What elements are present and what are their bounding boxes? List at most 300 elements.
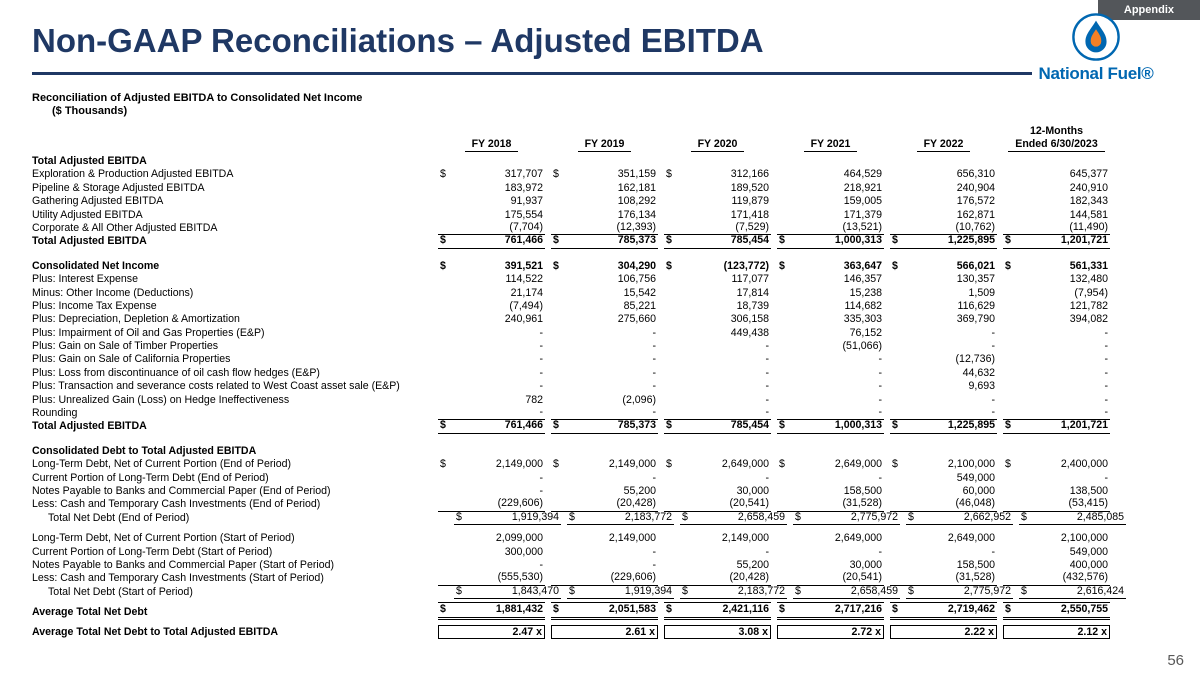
cell-value: 2,550,755 xyxy=(1060,603,1108,616)
value-cell xyxy=(890,273,997,286)
value-cell xyxy=(890,287,997,300)
cell-value: 785,454 xyxy=(730,419,769,432)
value-cell xyxy=(438,485,545,498)
cell-value: (7,954) xyxy=(1074,286,1108,299)
value-cell xyxy=(551,497,658,511)
row-label: Plus: Loss from discontinuance of oil cash flow hedges (E&P) xyxy=(32,366,320,379)
row-label: Average Total Net Debt to Total Adjusted EBITDA xyxy=(32,626,279,639)
cell-value: 175,554 xyxy=(504,208,543,221)
value-cell xyxy=(777,485,884,498)
value-cell xyxy=(777,209,884,222)
cell-value: - xyxy=(878,545,882,558)
value-cell xyxy=(680,585,787,599)
dollar-sign: $ xyxy=(440,603,446,616)
dollar-sign: $ xyxy=(553,168,559,181)
value-cell xyxy=(1003,195,1110,208)
dollar-sign: $ xyxy=(666,259,672,272)
cell-value: 240,961 xyxy=(504,313,543,326)
value-cell xyxy=(777,273,884,286)
cell-value: 15,542 xyxy=(623,286,656,299)
value-cell xyxy=(551,546,658,559)
dollar-sign: $ xyxy=(1021,510,1027,523)
cell-value: - xyxy=(1104,406,1108,419)
cell-value: - xyxy=(539,366,543,379)
appendix-badge: Appendix xyxy=(1098,0,1200,20)
table-row xyxy=(32,407,1126,420)
cell-value: 2.12 x xyxy=(1077,625,1107,638)
row-label: Current Portion of Long-Term Debt (End of Period) xyxy=(32,471,269,484)
value-cell xyxy=(890,625,997,639)
dollar-sign: $ xyxy=(1005,419,1011,432)
value-cell xyxy=(438,353,545,366)
cell-value: 76,152 xyxy=(849,326,882,339)
dollar-sign: $ xyxy=(682,510,688,523)
cell-value: 306,158 xyxy=(730,313,769,326)
value-cell xyxy=(551,234,658,248)
row-label: Total Adjusted EBITDA xyxy=(32,420,147,433)
value-cell xyxy=(664,602,771,619)
cell-value: 1,881,432 xyxy=(495,603,543,616)
column-header-label: FY 2021 xyxy=(804,138,858,152)
cell-value: 2.61 x xyxy=(625,625,655,638)
cell-value: (7,529) xyxy=(735,220,769,233)
value-cell xyxy=(551,195,658,208)
value-cell xyxy=(777,182,884,195)
row-label: Utility Adjusted EBITDA xyxy=(32,208,143,221)
cell-value: 645,377 xyxy=(1069,168,1108,181)
cell-value: 119,879 xyxy=(731,195,769,208)
cell-value: - xyxy=(765,471,769,484)
value-cell xyxy=(777,234,884,248)
value-cell xyxy=(551,313,658,326)
dollar-sign: $ xyxy=(666,603,672,616)
value-cell xyxy=(551,287,658,300)
cell-value: 363,647 xyxy=(843,259,882,272)
cell-value: 116,629 xyxy=(957,299,995,312)
table-row xyxy=(32,367,1126,380)
value-cell xyxy=(890,168,997,181)
row-label: Plus: Income Tax Expense xyxy=(32,299,157,312)
value-cell xyxy=(777,559,884,572)
section-header: Consolidated Debt to Total Adjusted EBITDA xyxy=(32,444,257,457)
cell-value: 2,485,085 xyxy=(1076,510,1124,523)
cell-value: 114,522 xyxy=(505,273,543,286)
column-header xyxy=(438,138,545,152)
value-cell xyxy=(551,353,658,366)
dollar-sign: $ xyxy=(1021,584,1027,597)
cell-value: 2,100,000 xyxy=(947,458,995,471)
value-cell xyxy=(551,209,658,222)
table-row xyxy=(32,559,1126,572)
cell-value: 2,775,972 xyxy=(963,584,1011,597)
cell-value: 218,921 xyxy=(843,181,882,194)
cell-value: - xyxy=(1104,353,1108,366)
value-cell xyxy=(551,367,658,380)
value-cell xyxy=(438,497,545,511)
cell-value: 158,500 xyxy=(843,484,882,497)
value-cell xyxy=(1003,327,1110,340)
row-label: Plus: Gain on Sale of California Properties xyxy=(32,353,231,366)
cell-value: 2,099,000 xyxy=(495,532,543,545)
cell-value: 146,357 xyxy=(843,273,882,286)
column-header xyxy=(777,138,884,152)
cell-value: 566,021 xyxy=(956,259,995,272)
cell-value: - xyxy=(991,326,995,339)
company-logo xyxy=(1016,12,1176,84)
value-cell xyxy=(1003,340,1110,353)
cell-value: - xyxy=(1104,340,1108,353)
cell-value: - xyxy=(539,558,543,571)
cell-value: 1,919,394 xyxy=(511,510,559,523)
table-row xyxy=(32,273,1126,286)
table-row xyxy=(32,260,1126,273)
row-label: Less: Cash and Temporary Cash Investments (End of Period) xyxy=(32,498,321,511)
cell-value: - xyxy=(652,340,656,353)
table-row xyxy=(32,532,1126,545)
cell-value: 162,181 xyxy=(617,181,656,194)
value-cell xyxy=(1003,300,1110,313)
cell-value: 1,000,313 xyxy=(834,419,882,432)
cell-value: (12,736) xyxy=(955,353,995,366)
cell-value: - xyxy=(765,545,769,558)
value-cell xyxy=(1003,458,1110,471)
cell-value: 2,649,000 xyxy=(947,532,995,545)
cell-value: 2,658,459 xyxy=(850,584,898,597)
cell-value: 182,343 xyxy=(1069,195,1108,208)
value-cell xyxy=(890,234,997,248)
value-cell xyxy=(438,182,545,195)
cell-value: - xyxy=(539,471,543,484)
table-row xyxy=(32,195,1126,208)
value-cell xyxy=(1003,485,1110,498)
cell-value: 304,290 xyxy=(617,259,656,272)
cell-value: (123,772) xyxy=(723,259,769,272)
value-cell xyxy=(1003,472,1110,485)
value-cell xyxy=(890,571,997,585)
value-cell xyxy=(664,209,771,222)
value-cell xyxy=(1003,394,1110,407)
value-cell xyxy=(551,571,658,585)
cell-value: 2,149,000 xyxy=(721,532,769,545)
value-cell xyxy=(664,260,771,273)
value-cell xyxy=(664,168,771,181)
dollar-sign: $ xyxy=(779,259,785,272)
title-divider xyxy=(32,72,1032,75)
value-cell xyxy=(551,472,658,485)
value-cell xyxy=(890,367,997,380)
cell-value: 761,466 xyxy=(504,234,543,247)
cell-value: 1,225,895 xyxy=(947,234,995,247)
table-row xyxy=(32,420,1126,433)
value-cell xyxy=(664,367,771,380)
value-cell xyxy=(438,559,545,572)
value-cell xyxy=(551,300,658,313)
cell-value: 2,421,116 xyxy=(722,603,769,616)
section-header: Total Adjusted EBITDA xyxy=(32,154,147,167)
value-cell xyxy=(438,602,545,619)
value-cell xyxy=(551,394,658,407)
value-cell xyxy=(1003,221,1110,235)
value-cell xyxy=(664,394,771,407)
value-cell xyxy=(890,602,997,619)
value-cell xyxy=(1003,168,1110,181)
cell-value: (20,541) xyxy=(842,571,882,584)
dollar-sign: $ xyxy=(553,458,559,471)
value-cell xyxy=(551,602,658,619)
row-label: Total Net Debt (Start of Period) xyxy=(48,585,193,598)
value-cell xyxy=(890,532,997,545)
cell-value: - xyxy=(1104,471,1108,484)
row-label: Corporate & All Other Adjusted EBITDA xyxy=(32,221,218,234)
cell-value: 785,373 xyxy=(617,419,656,432)
cell-value: - xyxy=(878,366,882,379)
value-cell xyxy=(551,625,658,639)
value-cell xyxy=(1003,234,1110,248)
cell-value: - xyxy=(652,380,656,393)
table-row xyxy=(32,222,1126,235)
dollar-sign: $ xyxy=(569,510,575,523)
value-cell xyxy=(664,327,771,340)
value-cell xyxy=(1003,353,1110,366)
value-cell xyxy=(777,260,884,273)
cell-value: 369,790 xyxy=(956,313,995,326)
cell-value: 2,662,952 xyxy=(963,510,1011,523)
value-cell xyxy=(777,300,884,313)
cell-value: - xyxy=(539,326,543,339)
dollar-sign: $ xyxy=(440,234,446,247)
value-cell xyxy=(454,511,561,525)
cell-value: (12,393) xyxy=(616,220,656,233)
cell-value: 91,937 xyxy=(510,195,543,208)
dollar-sign: $ xyxy=(892,419,898,432)
value-cell xyxy=(890,472,997,485)
row-label: Plus: Gain on Sale of Timber Properties xyxy=(32,340,219,353)
cell-value: - xyxy=(765,406,769,419)
cell-value: 2,649,000 xyxy=(721,458,769,471)
cell-value: 121,782 xyxy=(1069,299,1108,312)
national-fuel-flame-icon xyxy=(1071,12,1121,62)
value-cell xyxy=(890,485,997,498)
value-cell xyxy=(890,546,997,559)
table-row xyxy=(32,572,1126,585)
cell-value: - xyxy=(878,353,882,366)
value-cell xyxy=(664,221,771,235)
cell-value: 183,972 xyxy=(504,181,543,194)
table-row xyxy=(32,485,1126,498)
row-spacer xyxy=(32,525,1126,532)
cell-value: - xyxy=(1104,366,1108,379)
cell-value: - xyxy=(539,353,543,366)
cell-value: (555,530) xyxy=(497,571,543,584)
value-cell xyxy=(890,340,997,353)
cell-value: 171,418 xyxy=(730,208,769,221)
cell-value: 9,693 xyxy=(968,380,995,393)
value-cell xyxy=(438,327,545,340)
row-label: Plus: Depreciation, Depletion & Amortization xyxy=(32,313,240,326)
cell-value: 2,616,424 xyxy=(1076,584,1124,597)
dollar-sign: $ xyxy=(682,584,688,597)
cell-value: 2,719,462 xyxy=(947,603,995,616)
cell-value: 138,500 xyxy=(1069,484,1108,497)
cell-value: (51,066) xyxy=(842,340,882,353)
value-cell xyxy=(664,625,771,639)
cell-value: - xyxy=(652,353,656,366)
cell-value: 2.47 x xyxy=(512,625,542,638)
cell-value: 189,520 xyxy=(730,181,769,194)
value-cell xyxy=(1003,260,1110,273)
row-label: Long-Term Debt, Net of Current Portion (End of Period) xyxy=(32,458,292,471)
value-cell xyxy=(438,195,545,208)
cell-value: 400,000 xyxy=(1069,558,1108,571)
value-cell xyxy=(438,546,545,559)
value-cell xyxy=(1003,273,1110,286)
value-cell xyxy=(777,340,884,353)
row-label: Total Adjusted EBITDA xyxy=(32,235,147,248)
cell-value: 1,225,895 xyxy=(947,419,995,432)
cell-value: (31,528) xyxy=(842,497,882,510)
value-cell xyxy=(551,559,658,572)
value-cell xyxy=(777,458,884,471)
cell-value: 549,000 xyxy=(1069,545,1108,558)
dollar-sign: $ xyxy=(908,584,914,597)
value-cell xyxy=(1003,406,1110,420)
dollar-sign: $ xyxy=(892,259,898,272)
cell-value: 2,775,972 xyxy=(850,510,898,523)
value-cell xyxy=(551,221,658,235)
dollar-sign: $ xyxy=(456,510,462,523)
value-cell xyxy=(890,559,997,572)
column-header xyxy=(664,138,771,152)
value-cell xyxy=(664,571,771,585)
table-row xyxy=(32,168,1126,181)
dollar-sign: $ xyxy=(553,419,559,432)
dollar-sign: $ xyxy=(456,584,462,597)
value-cell xyxy=(438,625,545,639)
cell-value: 159,005 xyxy=(843,195,882,208)
cell-value: (10,762) xyxy=(955,220,995,233)
cell-value: - xyxy=(878,380,882,393)
row-label: Consolidated Net Income xyxy=(32,259,160,272)
column-header-label: Ended 6/30/2023 xyxy=(1008,138,1104,152)
cell-value: (31,528) xyxy=(955,571,995,584)
financial-table xyxy=(32,124,1126,640)
value-cell xyxy=(890,380,997,393)
cell-value: 300,000 xyxy=(504,545,543,558)
cell-value: 15,238 xyxy=(849,286,882,299)
cell-value: 2,649,000 xyxy=(834,532,882,545)
dollar-sign: $ xyxy=(892,603,898,616)
value-cell xyxy=(551,273,658,286)
row-label: Plus: Impairment of Oil and Gas Properties (E&P) xyxy=(32,326,265,339)
dollar-sign: $ xyxy=(779,234,785,247)
cell-value: 17,814 xyxy=(736,286,769,299)
cell-value: 30,000 xyxy=(736,484,769,497)
value-cell xyxy=(890,221,997,235)
value-cell xyxy=(777,625,884,639)
cell-value: - xyxy=(652,558,656,571)
table-row xyxy=(32,182,1126,195)
cell-value: - xyxy=(652,406,656,419)
value-cell xyxy=(890,195,997,208)
row-label: Rounding xyxy=(32,407,78,420)
value-cell xyxy=(438,313,545,326)
cell-value: 782 xyxy=(525,393,543,406)
table-row xyxy=(32,498,1126,511)
row-label: Plus: Interest Expense xyxy=(32,273,138,286)
value-cell xyxy=(1019,585,1126,599)
value-cell xyxy=(793,511,900,525)
cell-value: 55,200 xyxy=(736,558,769,571)
dollar-sign: $ xyxy=(553,259,559,272)
column-header xyxy=(551,138,658,152)
value-cell xyxy=(664,273,771,286)
dollar-sign: $ xyxy=(553,603,559,616)
value-cell xyxy=(664,485,771,498)
cell-value: 158,500 xyxy=(956,558,995,571)
cell-value: 106,756 xyxy=(617,273,656,286)
value-cell xyxy=(438,394,545,407)
table-subtitle: Reconciliation of Adjusted EBITDA to Consolidated Net Income xyxy=(32,92,363,104)
cell-value: 275,660 xyxy=(617,313,656,326)
column-header-label: FY 2018 xyxy=(465,138,519,152)
cell-value: 2,149,000 xyxy=(495,458,543,471)
value-cell xyxy=(1003,287,1110,300)
cell-value: 2,183,772 xyxy=(737,584,785,597)
value-cell xyxy=(664,340,771,353)
cell-value: (2,096) xyxy=(622,393,656,406)
value-cell xyxy=(438,472,545,485)
section-header-row xyxy=(32,445,1126,458)
dollar-sign: $ xyxy=(1005,234,1011,247)
value-cell xyxy=(680,511,787,525)
cell-value: 1,843,470 xyxy=(511,584,559,597)
cell-value: 1,201,721 xyxy=(1060,419,1108,432)
cell-value: - xyxy=(652,545,656,558)
table-row xyxy=(32,340,1126,353)
dollar-sign: $ xyxy=(779,603,785,616)
value-cell xyxy=(664,380,771,393)
value-cell xyxy=(438,209,545,222)
cell-value: - xyxy=(652,326,656,339)
table-row xyxy=(32,287,1126,300)
cell-value: 2,051,583 xyxy=(608,603,656,616)
row-label: Plus: Transaction and severance costs related to West Coast asset sale (E&P) xyxy=(32,380,400,393)
column-header-label: FY 2019 xyxy=(578,138,632,152)
value-cell xyxy=(438,168,545,181)
value-cell xyxy=(438,532,545,545)
cell-value: (13,521) xyxy=(842,220,882,233)
value-cell xyxy=(1003,182,1110,195)
cell-value: 114,682 xyxy=(844,299,882,312)
dollar-sign: $ xyxy=(440,419,446,432)
cell-value: 1,919,394 xyxy=(624,584,672,597)
table-row xyxy=(32,394,1126,407)
value-cell xyxy=(777,327,884,340)
value-cell xyxy=(438,273,545,286)
cell-value: 30,000 xyxy=(849,558,882,571)
table-row xyxy=(32,235,1126,248)
dollar-sign: $ xyxy=(553,234,559,247)
value-cell xyxy=(438,340,545,353)
value-cell xyxy=(438,406,545,420)
value-cell xyxy=(438,260,545,273)
cell-value: 3.08 x xyxy=(738,625,768,638)
dollar-sign: $ xyxy=(1005,458,1011,471)
value-cell xyxy=(551,419,658,433)
cell-value: 130,357 xyxy=(956,273,995,286)
value-cell xyxy=(777,287,884,300)
cell-value: - xyxy=(765,366,769,379)
